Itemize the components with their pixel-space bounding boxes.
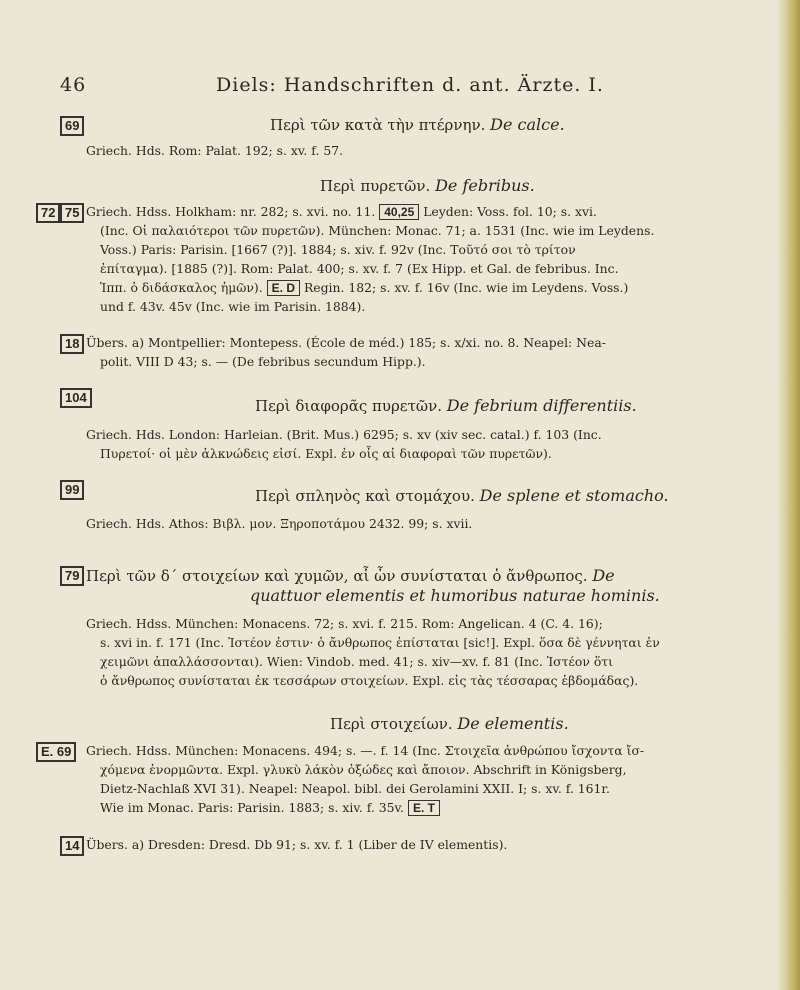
entry-line: ἐπίταγμα). [1885 (?)]. Rom: Palat. 400; s. xv. f. 7 (Ex Hipp. et Gal. de febribus. Inc. <box>100 261 619 276</box>
title-greek: Περὶ σπληνὸς καὶ στομάχου. <box>255 487 475 505</box>
title-greek: Περὶ πυρετῶν. <box>320 177 431 195</box>
entry-title <box>86 566 615 585</box>
entry-line <box>100 279 800 297</box>
entry-line: (Inc. Οἱ παλαιότεροι τῶν πυρετῶν). München: Monac. 71; a. 1531 (Inc. wie im Leydens. <box>100 223 655 238</box>
entry-number-box: 18 <box>60 334 84 354</box>
title-latin: De <box>592 566 615 585</box>
title-latin: De febrium differentiis. <box>446 396 637 415</box>
entry-title-continued <box>250 586 660 605</box>
title-latin: De calce. <box>490 115 565 134</box>
entry-number-box: 99 <box>60 480 84 500</box>
entry-line: Griech. Hdss. München: Monacens. 72; s. xvi. f. 215. Rom: Angelican. 4 (C. 4. 16); <box>86 616 603 631</box>
line-text: Regin. 182; s. xv. f. 16v (Inc. wie im Leydens. Voss.) <box>303 280 629 295</box>
inline-number-box: E. T <box>408 800 440 816</box>
line-text: Wie im Monac. Paris: Parisin. 1883; s. xiv. f. 35v. <box>100 800 404 815</box>
entry-number-box: 72 <box>36 203 60 223</box>
entry-line <box>100 799 800 817</box>
entry-number-box: 75 <box>60 203 84 223</box>
page-number: 46 <box>60 74 87 96</box>
title-greek: Περὶ στοιχείων. <box>330 715 453 733</box>
entry-title <box>330 714 569 733</box>
entry-title <box>320 176 535 195</box>
entry-line: s. xvi in. f. 171 (Inc. Ἰστέον ἐστιν· ὁ ἄνθρωπος ἐπίσταται [sic!]. Expl. ὅσα δὲ γέννηται ἐν <box>100 635 660 650</box>
title-greek: Περὶ τῶν κατὰ τὴν πτέρνην. <box>270 116 486 134</box>
entry-title <box>270 115 565 134</box>
entry-title <box>255 396 637 415</box>
line-text: Ἱππ. ὁ διδάσκαλος ἡμῶν). <box>100 280 263 295</box>
entry-number-box: 79 <box>60 566 84 586</box>
entry-line: Übers. a) Dresden: Dresd. Db 91; s. xv. f. 1 (Liber de IV elementis). <box>86 837 508 852</box>
entry-title <box>255 486 669 505</box>
entry-line: und f. 43v. 45v (Inc. wie im Parisin. 1884). <box>100 299 366 314</box>
title-latin: quattuor elementis et humoribus naturae hominis. <box>250 586 660 605</box>
entry-line: χόμενα ἑνορμῶντα. Expl. γλυκὺ λάκὸν ὀξώδες καὶ ἄποιον. Abschrift in Königsberg, <box>100 762 627 777</box>
entry-number-box: 69 <box>60 116 84 136</box>
entry-line: Griech. Hdss. München: Monacens. 494; s. —. f. 14 (Inc. Στοιχεῖα ἀνθρώπου ἴσχοντα ἴσ- <box>86 743 645 758</box>
entry-line: χειμῶνι ἀπαλλάσσονται). Wien: Vindob. med. 41; s. xiv—xv. f. 81 (Inc. Ἰστέον ὅτι <box>100 654 613 669</box>
title-latin: De elementis. <box>457 714 569 733</box>
title-latin: De febribus. <box>435 176 535 195</box>
line-text: Leyden: Voss. fol. 10; s. xvi. <box>423 204 597 219</box>
entry-line: polit. VIII D 43; s. — (De febribus secundum Hipp.). <box>100 354 426 369</box>
entry-number-box: E. 69 <box>36 742 76 762</box>
entry-line: Voss.) Paris: Parisin. [1667 (?)]. 1884; s. xiv. f. 92v (Inc. Τοῦτό σοι τὸ τρίτον <box>100 242 576 257</box>
entry-line: Griech. Hds. Athos: Βιβλ. μον. Ξηροποτάμου 2432. 99; s. xvii. <box>86 516 473 531</box>
title-greek: Περὶ τῶν δ´ στοιχείων καὶ χυμῶν, αἷ ὧν συνίσταται ὁ ἄνθρωπος. <box>86 567 588 585</box>
title-greek: Περὶ διαφορᾶς πυρετῶν. <box>255 397 442 415</box>
inline-number-box: E. D <box>267 280 300 296</box>
entry-number-box: 104 <box>60 388 92 408</box>
entry-line: Übers. a) Montpellier: Montepess. (École de méd.) 185; s. x/xi. no. 8. Neapel: Nea- <box>86 335 606 350</box>
entry-line: Dietz-Nachlaß XVI 31). Neapel: Neapol. bibl. dei Gerolamini XXII. I; s. xv. f. 161r. <box>100 781 610 796</box>
inline-number-box: 40,25 <box>379 204 419 220</box>
entry-line: Griech. Hds. Rom: Palat. 192; s. xv. f. 57. <box>86 143 344 158</box>
entry-line: Griech. Hds. London: Harleian. (Brit. Mus.) 6295; s. xv (xiv sec. catal.) f. 103 (Inc. <box>86 427 602 442</box>
entry-line: ὁ ἄνθρωπος συνίσταται ἐκ τεσσάρων στοιχείων. Expl. εἰς τὰς τέσσαρας ἑβδομάδας). <box>100 673 639 688</box>
title-latin: De splene et stomacho. <box>479 486 669 505</box>
entry-line: Πυρετοί· οἱ μὲν ἀλκνώδεις εἰσί. Expl. ἐν οἷς αἱ διαφοραὶ τῶν πυρετῶν). <box>100 446 552 461</box>
line-text: Griech. Hdss. Holkham: nr. 282; s. xvi. no. 11. <box>86 204 376 219</box>
entry-number-box: 14 <box>60 836 84 856</box>
running-title: Diels: Handschriften d. ant. Ärzte. I. <box>216 74 604 96</box>
entry-line <box>86 203 786 221</box>
